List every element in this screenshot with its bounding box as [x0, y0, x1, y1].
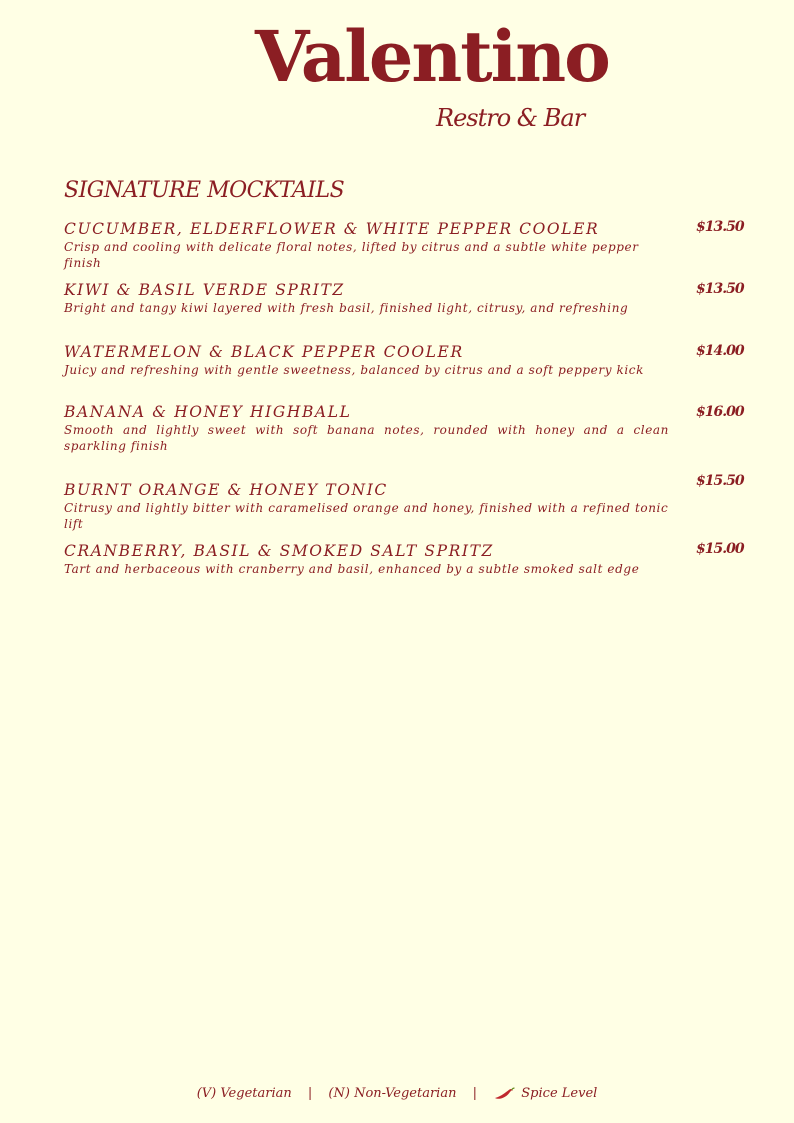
legend-spice: Spice Level — [521, 1086, 598, 1101]
item-description: Citrusy and lightly bitter with caramelised orange and honey, finished with a refined tonic lift — [64, 501, 669, 531]
item-description: Juicy and refreshing with gentle sweetness, balanced by citrus and a soft peppery kick — [64, 363, 644, 377]
legend-separator: | — [307, 1086, 313, 1101]
item-name: BANANA & HONEY HIGHBALL — [64, 403, 352, 421]
item-name: WATERMELON & BLACK PEPPER COOLER — [64, 343, 464, 361]
menu-item — [64, 541, 744, 577]
section-title: SIGNATURE MOCKTAILS — [64, 178, 345, 203]
item-price: $15.50 — [696, 473, 744, 489]
dietary-legend — [0, 1086, 794, 1101]
item-price: $13.50 — [696, 281, 744, 297]
item-name: BURNT ORANGE & HONEY TONIC — [64, 481, 388, 499]
legend-non-vegetarian: (N) Non-Vegetarian — [328, 1086, 457, 1101]
item-price: $14.00 — [696, 343, 744, 359]
menu-item — [64, 473, 744, 532]
brand-tagline: Restro & Bar — [436, 104, 585, 132]
item-description: Crisp and cooling with delicate floral notes, lifted by citrus and a subtle white pepper finish — [64, 240, 639, 270]
menu-item — [64, 219, 744, 271]
chili-pepper-icon — [493, 1087, 515, 1101]
legend-separator: | — [472, 1086, 477, 1101]
brand-logo — [0, 0, 794, 150]
item-description: Smooth and lightly sweet with soft banana notes, rounded with honey and a clean sparkling finish — [64, 423, 669, 453]
menu-item — [64, 280, 744, 316]
legend-vegetarian: (V) Vegetarian — [196, 1086, 292, 1101]
brand-name: Valentino — [255, 15, 609, 98]
item-price: $16.00 — [696, 404, 744, 420]
item-name: CRANBERRY, BASIL & SMOKED SALT SPRITZ — [64, 542, 494, 560]
item-price: $13.50 — [696, 219, 744, 235]
item-price: $15.00 — [696, 541, 744, 557]
item-description: Tart and herbaceous with cranberry and basil, enhanced by a subtle smoked salt edge — [64, 562, 640, 576]
item-name: CUCUMBER, ELDERFLOWER & WHITE PEPPER COOLER — [64, 220, 600, 238]
item-name: KIWI & BASIL VERDE SPRITZ — [64, 281, 345, 299]
item-description: Bright and tangy kiwi layered with fresh basil, finished light, citrusy, and refreshing — [64, 301, 629, 315]
menu-item — [64, 342, 744, 378]
menu-item — [64, 402, 744, 454]
